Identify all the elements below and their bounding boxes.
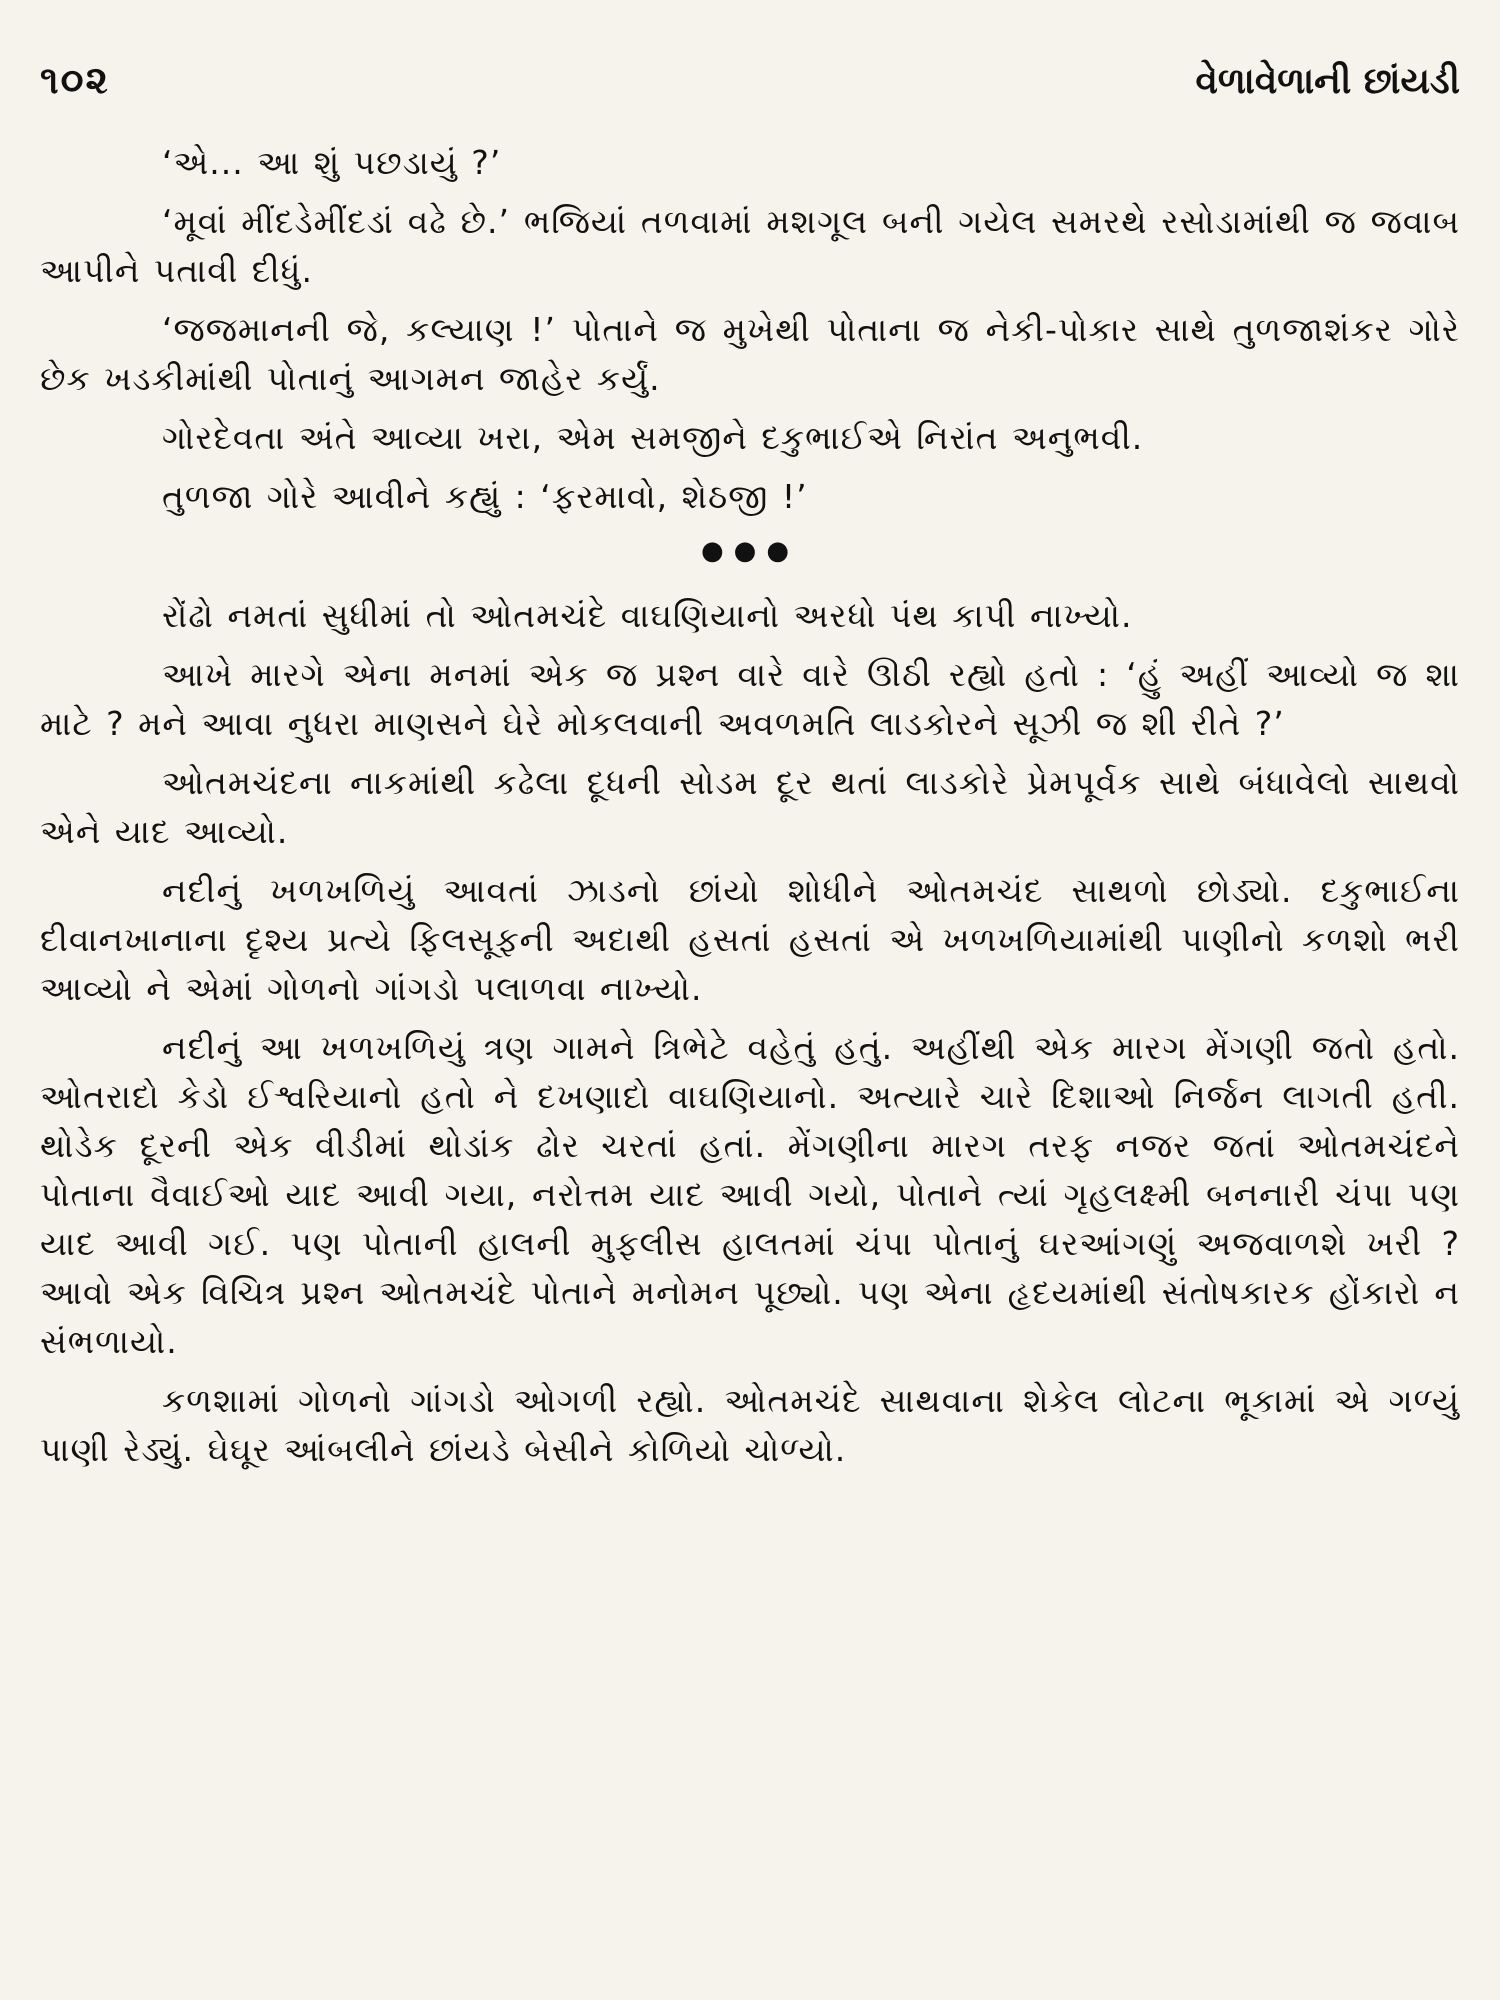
paragraph: ‘એ... આ શું પછડાયું ?’ <box>162 143 502 182</box>
paragraph: રોંઢો નમતાં સુધીમાં તો ઓતમચંદે વાઘણિયાનો અરધો પંથ કાપી નાખ્યો. <box>162 596 1133 635</box>
paragraph: ઓતમચંદના નાકમાંથી કઢેલા દૂધની સોડમ દૂર થતાં લાડકોરે પ્રેમપૂર્વક સાથે બંધાવેલો સાથવો એને યાદ આવ્યો. <box>40 763 1460 851</box>
paragraph: આખે મારગે એના મનમાં એક જ પ્રશ્ન વારે વારે ઊઠી રહ્યો હતો : ‘હું અહીં આવ્યો જ શા માટે ? મને આવા નુધરા માણસને ઘેરે મોકલવાની અવળમતિ લાડકોરને સૂઝી જ શી રીતે ?’ <box>40 655 1460 743</box>
paragraph: તુળજા ગોરે આવીને કહ્યું : ‘ફરમાવો, શેઠજી !’ <box>162 477 808 516</box>
page-body <box>40 138 1460 1484</box>
page-number: ૧૦૨ <box>40 58 110 102</box>
paragraph: નદીનું આ ખળખળિયું ત્રણ ગામને ત્રિભેટે વહેતું હતું. અહીંથી એક મારગ મેંગણી જતો હતો. ઓતરાદો કેડો ઈશ્વરિયાનો હતો ને દખણાદો વાઘણિયાનો. અત્યારે ચારે દિશાઓ નિર્જન લાગતી હતી. થોડેક દૂરની એક વીડીમાં થોડાંક ઢોર ચરતાં હતાં. મેંગણીના મારગ તરફ નજર જતાં ઓતમચંદને પોતાના વૈવાઈઓ યાદ આવી ગયા, નરોત્તમ યાદ આવી ગયો, પોતાને ત્યાં ગૃહલક્ષ્મી બનનારી ચંપા પણ યાદ આવી ગઈ. પણ પોતાની હાલની મુફલીસ હાલતમાં ચંપા પોતાનું ઘરઆંગણું અજવાળશે ખરી ? આવો એક વિચિત્ર પ્રશ્ન ઓતમચંદે પોતાને મનોમન પૂછ્યો. પણ એના હૃદયમાંથી સંતોષકારક હોંકારો ન સંભળાયો. <box>40 1028 1460 1361</box>
paragraph: ‘મૂવાં મીંદડેમીંદડાં વઢે છે.’ ભજિયાં તળવામાં મશગૂલ બની ગયેલ સમરથે રસોડામાંથી જ જવાબ આપીને પતાવી દીધું. <box>40 202 1460 290</box>
section-separator: ●●● <box>700 536 800 566</box>
running-title: વેળાવેળાની છાંયડી <box>1195 61 1460 102</box>
page-header <box>40 58 1460 103</box>
paragraph: કળશામાં ગોળનો ગાંગડો ઓગળી રહ્યો. ઓતમચંદે સાથવાના શેકેલ લોટના ભૂકામાં એ ગળ્યું પાણી રેડ્યું. ઘેઘૂર આંબલીને છાંયડે બેસીને કોળિયો ચોળ્યો. <box>40 1381 1460 1469</box>
paragraph: ‘જજમાનની જે, કલ્યાણ !’ પોતાને જ મુખેથી પોતાના જ નેકી-પોકાર સાથે તુળજાશંકર ગોરે છેક ખડકીમાંથી પોતાનું આગમન જાહેર કર્યું. <box>40 310 1460 398</box>
paragraph: ગોરદેવતા અંતે આવ્યા ખરા, એમ સમજીને દકુભાઈએ નિરાંત અનુભવી. <box>162 418 1144 457</box>
paragraph: નદીનું ખળખળિયું આવતાં ઝાડનો છાંયો શોધીને ઓતમચંદ સાથળો છોડ્યો. દકુભાઈના દીવાનખાનાના દૃશ્ય પ્રત્યે ફિલસૂફની અદાથી હસતાં હસતાં એ ખળખળિયામાંથી પાણીનો કળશો ભરી આવ્યો ને એમાં ગોળનો ગાંગડો પલાળવા નાખ્યો. <box>40 871 1460 1008</box>
